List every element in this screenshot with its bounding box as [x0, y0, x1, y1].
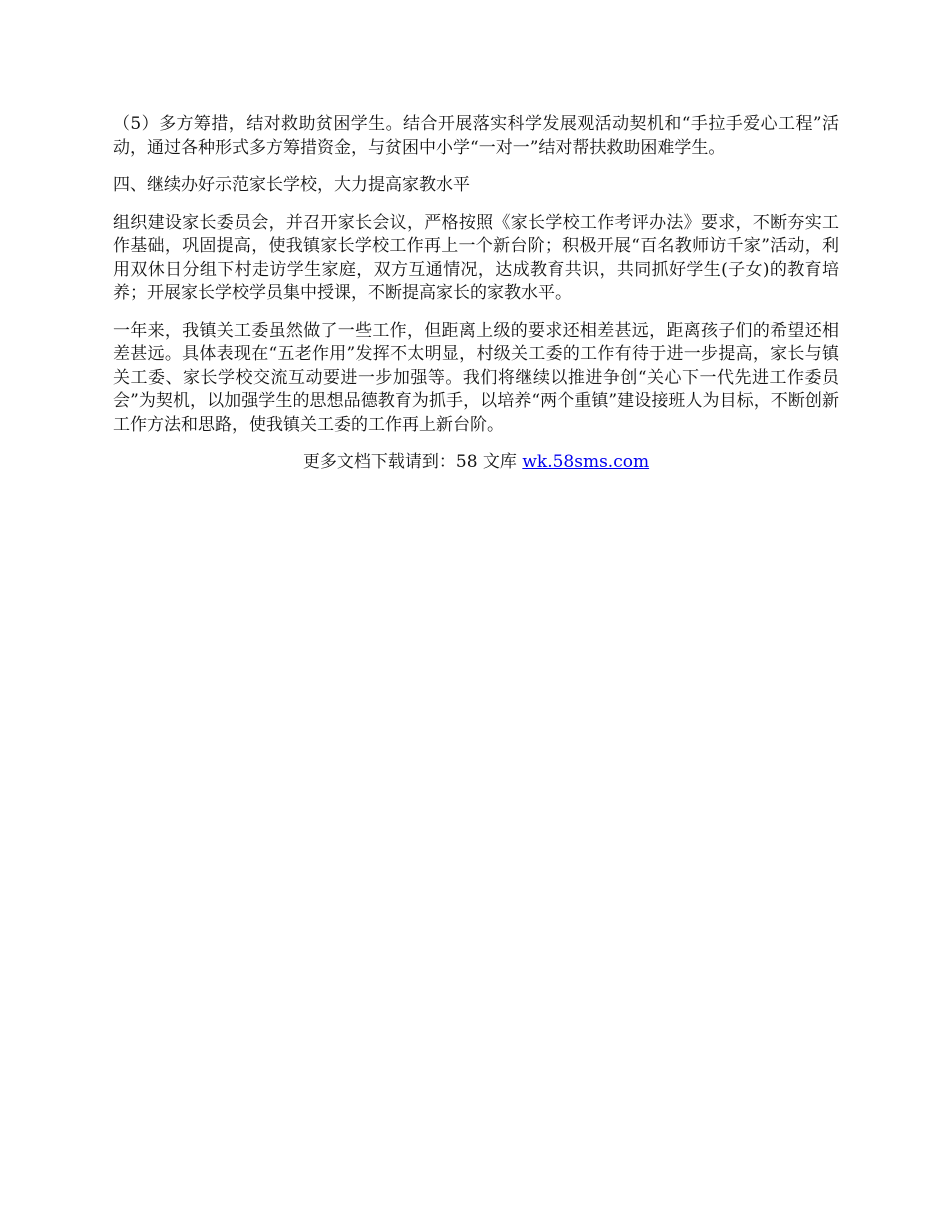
paragraph-year-summary: 一年来，我镇关工委虽然做了一些工作，但距离上级的要求还相差甚远，距离孩子们的希望还相差甚远。具体表现在“五老作用”发挥不太明显，村级关工委的工作有待于进一步提高，家长与镇关工委、家长学校交流互动要进一步加强等。我们将继续以推进争创“关心下一代先进工作委员会”为契机，以加强学生的思想品德教育为抓手，以培养“两个重镇”建设接班人为目标，不断创新工作方法和思路，使我镇关工委的工作再上新台阶。	[113, 320, 839, 435]
footer-prefix: 更多文档下载请到：58 文库	[302, 452, 523, 472]
paragraph-poverty-assistance: （5）多方筹措，结对救助贫困学生。结合开展落实科学发展观活动契机和“手拉手爱心工程”活动，通过各种形式多方筹措资金，与贫困中小学“一对一”结对帮扶救助困难学生。	[113, 114, 839, 158]
document-page	[113, 113, 839, 475]
footer-link[interactable]: wk.58sms.com	[522, 452, 650, 472]
paragraph-parent-committee: 组织建设家长委员会，并召开家长会议，严格按照《家长学校工作考评办法》要求，不断夯实工作基础，巩固提高，使我镇家长学校工作再上一个新台阶；积极开展“百名教师访千家”活动，利用双休日分组下村走访学生家庭，双方互通情况，达成教育共识，共同抓好学生(子女)的教育培养；开展家长学校学员集中授课，不断提高家长的家教水平。	[113, 212, 839, 303]
section-heading-parent-school: 四、继续办好示范家长学校，大力提高家教水平	[113, 175, 470, 195]
download-footer	[113, 451, 839, 475]
